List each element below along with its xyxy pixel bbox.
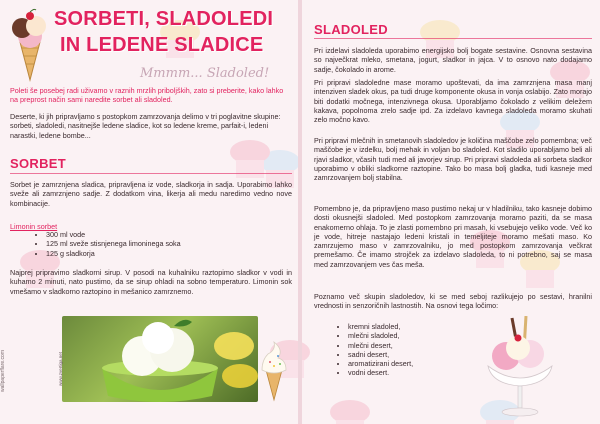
ingredient-list bbox=[36, 230, 181, 258]
list-item: • 300 ml vode bbox=[46, 230, 181, 239]
recipe-title: Limonin sorbet bbox=[10, 222, 58, 231]
sorbet-heading-rule bbox=[10, 173, 292, 174]
paragraph-2: Pri pripravi sladoledne mase moramo upoštevati, da ima zamrznjena masa manj intenziven sladek okus, pa tudi druge komponente okusa in vonja oslabijo. Zato morajo biti dodatki močnega, intenzivnega okusa. Uporabljamo čokolado z velikim deležem kakava, popolnoma zrelo sadje ipd. Za izdelavo kavnega sladoleda moramo skuhati zelo močno kavo. bbox=[314, 78, 592, 125]
paragraph-5: Poznamo več skupin sladoledov, ki se med seboj razlikujejo po sestavi, hranilni vrednosti in senzoričnih lastnostih. Na osnovi tega ločimo: bbox=[314, 292, 592, 311]
sorbet-description: Sorbet je zamrznjena sladica, pripravljena iz vode, sladkorja in sadja. Uporabimo lahko sveže ali zamrznjeno sadje. Z dodatkom vina, likerja ali medu naredimo vedno nove kombinacije. bbox=[10, 180, 292, 208]
lead-paragraph: Poleti še posebej radi uživamo v raznih mrzlih priboljških, zato si preberite, kako lahko na preprost način sami naredite sorbet ali sladoled. bbox=[10, 86, 284, 105]
paragraph-3: Pri pripravi mlečnih in smetanovih sladoledov je količina maščobe zelo pomembna; več maščobe je v izdelku, bolj mehak in voljan bo sladoled. Kot sladilo uporabljamo beli ali rjavi sladkor, včasih tudi med ali javorjev sirup. Pri pripravi sladoleda ali sorbeta sladkor uporabimo v obliki sladkorne raztopine. Tako bo masa bolj gladka, tudi kasneje med zamrzovanjem bolj stabilna. bbox=[314, 136, 592, 183]
ice-cream-cone-icon bbox=[4, 8, 56, 82]
subtitle: Mmmm... Sladoled! bbox=[140, 66, 270, 81]
page-title bbox=[54, 6, 294, 58]
ice-cream-types-list bbox=[338, 322, 413, 378]
list-item: • mlečni sladoled, bbox=[348, 331, 413, 340]
sladoled-heading-rule bbox=[314, 38, 592, 39]
sorbet-bowl-image bbox=[62, 316, 258, 402]
sorbet-heading: SORBET bbox=[10, 156, 66, 171]
paragraph-1: Pri izdelavi sladoleda uporabimo energijsko bolj bogate sestavine. Osnovna sestavina so največkrat mleko, smetana, jogurt, sladkor in jajca. V to osnovo nato dodajamo sadje, čokolado in arome. bbox=[314, 46, 592, 74]
left-page bbox=[0, 0, 298, 424]
sundae-glass-icon bbox=[478, 316, 562, 422]
sorbet-photo bbox=[62, 316, 258, 402]
watermark: wallpaperflare.com bbox=[0, 350, 6, 392]
title-line-2: IN LEDENE SLADICE bbox=[60, 34, 264, 56]
list-item: • vodni desert. bbox=[348, 368, 413, 377]
photo-credit: www.zvertiga.net bbox=[58, 352, 63, 387]
list-item: • sadni desert, bbox=[348, 350, 413, 359]
list-item: • kremni sladoled, bbox=[348, 322, 413, 331]
method-paragraph: Najprej pripravimo sladkorni sirup. V posodi na kuhalniku raztopimo sladkor v vodi in kuhamo 2 minuti, nato pustimo, da se sirup ohladi na sobno temperaturo. Limonin sok vmešamo v sladkorno raztopino in mešanico zamrznemo. bbox=[10, 268, 292, 296]
paragraph-4: Pomembno je, da pripravljeno maso pustimo nekaj ur v hladilniku, tako kasneje dobimo dosti okusnejši sladoled. Med postopkom zamrzovanja moramo paziti, da se masa enakomerno ohlaja. To je zlasti pomembno pri masah, ki vsebujejo veliko vode. Več ko je vode, hitreje nastajajo ledeni kristali in temeljiteje moramo mešati maso. Ko zamrzujemo maso v zamrzovalniku, jo med postopkom zamrzovanja večkrat premešamo. Če imamo strojček za izdelavo sladoleda, to ni potrebno, saj se masa med zamrzovanjem ves čas meša. bbox=[314, 204, 592, 269]
list-item: • mlečni desert, bbox=[348, 341, 413, 350]
soft-serve-cone-icon bbox=[256, 336, 292, 402]
intro-paragraph: Deserte, ki jih pripravljamo s postopkom zamrzovanja delimo v tri poglavitne skupine: sorbeti, sladoledi, nasitnejše ledene sladice, kot so ledene kreme, parfait-i, ledeni narastki, ledene bombe... bbox=[10, 112, 281, 140]
list-item: • aromatizirani desert, bbox=[348, 359, 413, 368]
sladoled-heading: SLADOLED bbox=[314, 22, 388, 37]
right-page bbox=[302, 0, 600, 424]
list-item: • 125 ml sveže stisnjenega limoninega soka bbox=[46, 239, 181, 248]
list-item: • 125 g sladkorja bbox=[46, 249, 181, 258]
title-line-1: SORBETI, SLADOLEDI bbox=[54, 8, 274, 30]
